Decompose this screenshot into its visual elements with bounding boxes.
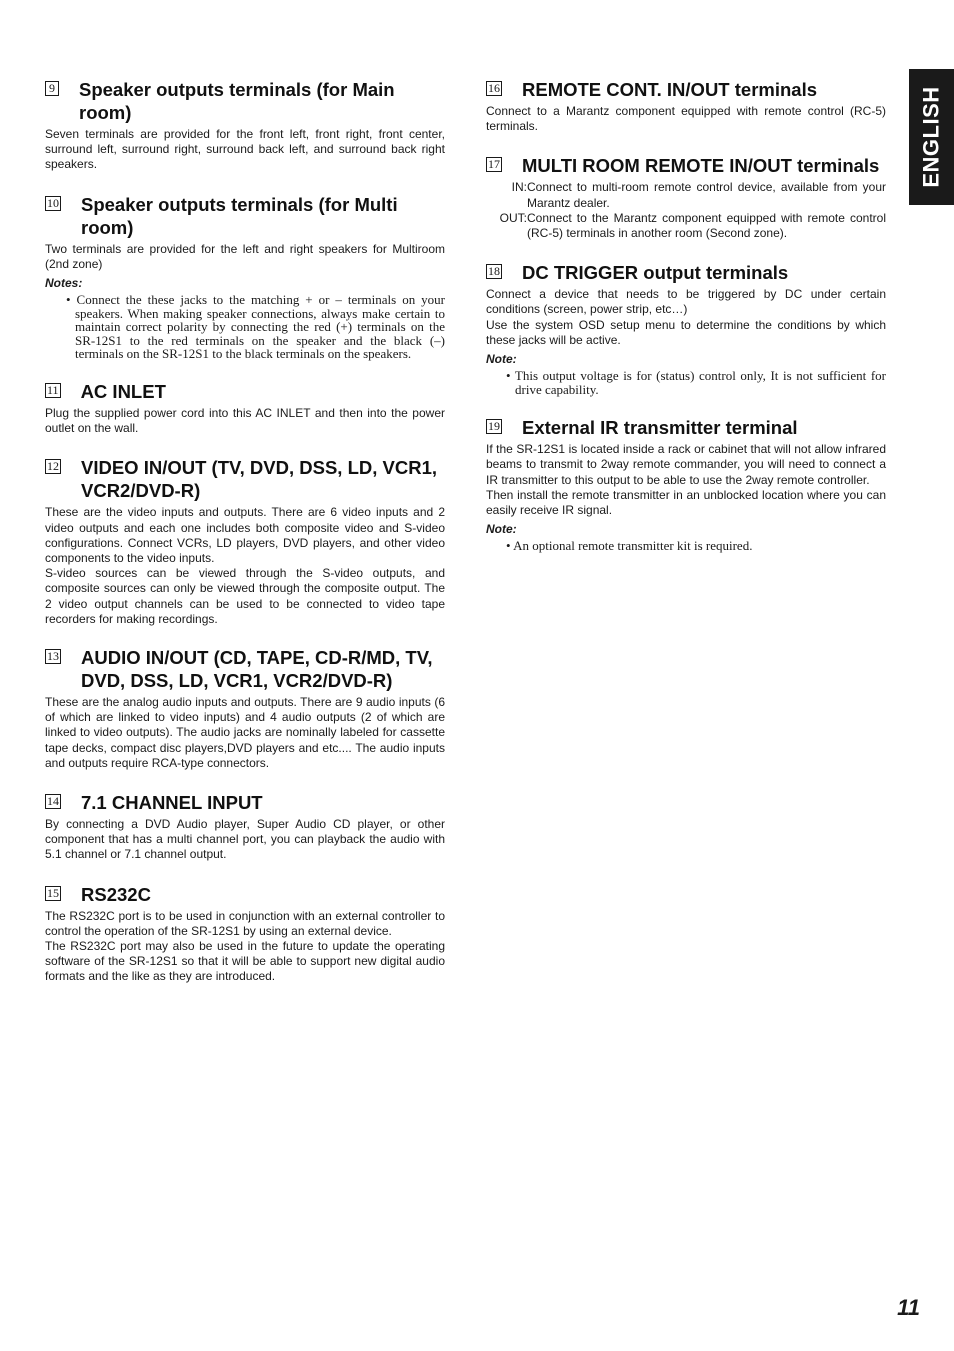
section-title: External IR transmitter terminal <box>522 417 798 439</box>
section-number: 16 <box>488 81 500 95</box>
note-label: Note: <box>486 352 517 367</box>
section-number: 9 <box>45 81 59 96</box>
notes-label: Notes: <box>45 276 83 291</box>
section-number: 15 <box>47 885 59 900</box>
section-body: These are the analog audio inputs and outputs. There are 9 audio inputs (6 of which are linked to video inputs) and 4 audio outputs (2 of which are linked to video outputs). The audio jacks are nominally labeled for cassette tape decks, compact disc players,DVD players and etc.... The audio inputs and outputs require RCA-type connectors. <box>45 695 445 770</box>
section-title: AC INLET <box>80 380 166 402</box>
section-number: 10 <box>47 195 59 210</box>
section-13 <box>45 646 445 771</box>
section-title: VIDEO IN/OUT (TV, DVD, DSS, LD, VCR1, VCR2/DVD-R) <box>81 457 438 502</box>
section-title: REMOTE CONT. IN/OUT terminals <box>522 79 818 100</box>
section-body: Plug the supplied power cord into this AC INLET and then into the power outlet on the wall. <box>45 405 445 436</box>
section-number: 13 <box>47 649 59 664</box>
section-title: DC TRIGGER output terminals <box>522 262 789 284</box>
section-body: Use the system OSD setup menu to determine the conditions by which these jacks will be active. <box>486 317 886 347</box>
section-number: 14 <box>47 794 59 809</box>
left-column <box>45 78 445 1004</box>
section-body: Two terminals are provided for the left and right speakers for Multiroom (2nd zone) <box>45 241 445 271</box>
section-number: 18 <box>488 264 500 279</box>
section-14 <box>45 791 445 863</box>
section-title: Speaker outputs terminals (for Multi room) <box>81 193 398 238</box>
section-number: 12 <box>47 459 59 474</box>
language-tab <box>909 69 954 205</box>
definition-key: OUT: <box>499 210 527 225</box>
section-body: S-video sources can be viewed through the S-video outputs, and composite sources can only be viewed through the composite output. The 2 video output channels can be used to be connected to video tape recorders for making recordings. <box>45 566 445 626</box>
section-9 <box>45 78 445 173</box>
section-body: If the SR-12S1 is located inside a rack or cabinet that will not allow infrared beams to transmit to 2way remote commander, you will need to connect a IR transmitter to this output to be able to use the 2way remote controller. <box>486 442 886 487</box>
section-17 <box>486 154 886 241</box>
section-body: Connect a device that needs to be triggered by DC under certain conditions (screen, power strip, etc…) <box>486 287 886 317</box>
section-body: Connect to a Marantz component equipped with remote control (RC-5) terminals. <box>486 104 886 134</box>
definition-key: IN: <box>511 180 527 195</box>
section-body: These are the video inputs and outputs. There are 6 video inputs and 2 video outputs and each one includes both composite video and S-video configurations. Connect VCRs, LD players, DVD players, and other video components to the video inputs. <box>45 505 445 565</box>
definition-in <box>486 180 886 210</box>
section-title: Speaker outputs terminals (for Main room) <box>79 79 395 123</box>
section-18 <box>486 261 886 396</box>
right-column <box>486 78 886 572</box>
section-body: The RS232C port may also be used in the future to update the operating software of the SR-12S1 so that it will be able to support new digital audio formats and the like as they are introduced. <box>45 939 445 984</box>
section-11-header <box>45 380 445 403</box>
section-12 <box>45 456 445 627</box>
section-body: The RS232C port is to be used in conjunction with an external controller to control the operation of the SR-12S1 by using an external device. <box>45 908 445 938</box>
section-9-header <box>45 78 445 124</box>
section-number: 17 <box>488 157 500 172</box>
section-17-header <box>486 154 886 177</box>
section-10 <box>45 193 445 361</box>
note-label: Note: <box>486 522 517 537</box>
section-15 <box>45 883 445 985</box>
section-13-header <box>45 646 445 692</box>
section-19-header <box>486 416 886 439</box>
section-body: Seven terminals are provided for the front left, front right, front center, surround left, surround right, surround back left, and surround back right speakers. <box>45 127 445 172</box>
definition-value: Connect to the Marantz component equipped with remote control (RC-5) terminals in another room (Second zone). <box>527 210 886 241</box>
section-16 <box>486 78 886 134</box>
section-number: 11 <box>47 382 59 397</box>
note-item: • An optional remote transmitter kit is required. <box>506 538 753 554</box>
section-body: By connecting a DVD Audio player, Super Audio CD player, or other component that has a multi channel port, you can playback the audio with 5.1 channel or 7.1 channel output. <box>45 817 445 862</box>
section-15-header <box>45 883 445 906</box>
page-number: 11 <box>897 1295 920 1320</box>
definition-value: Connect to multi-room remote control device, available from your Marantz dealer. <box>527 180 886 210</box>
language-tab-label: ENGLISH <box>918 86 944 188</box>
section-12-header <box>45 456 445 502</box>
section-title: RS232C <box>81 883 151 905</box>
section-16-header <box>486 78 886 101</box>
section-19 <box>486 416 886 553</box>
section-18-header <box>486 261 886 284</box>
section-10-header <box>45 193 445 239</box>
definition-out <box>486 211 886 241</box>
section-title: 7.1 CHANNEL INPUT <box>81 792 263 814</box>
section-body: Then install the remote transmitter in an unblocked location where you can easily receive IR signal. <box>486 487 886 518</box>
note-item: • This output voltage is for (status) control only, It is not sufficient for drive capability. <box>506 368 886 397</box>
section-number: 19 <box>488 419 500 434</box>
section-title: AUDIO IN/OUT (CD, TAPE, CD-R/MD, TV, DVD, DSS, LD, VCR1, VCR2/DVD-R) <box>81 647 433 692</box>
section-14-header <box>45 791 445 814</box>
section-title: MULTI ROOM REMOTE IN/OUT terminals <box>522 155 880 177</box>
section-11 <box>45 380 445 436</box>
note-item: • Connect the these jacks to the matching + or – terminals on your speakers. When making speaker connections, always make certain to maintain correct polarity by connecting the red (+) terminals on the SR-12S1 to the red terminals on the speaker and the black (–) terminals on the SR-12S1 to the black terminals on the speakers. <box>66 292 445 362</box>
